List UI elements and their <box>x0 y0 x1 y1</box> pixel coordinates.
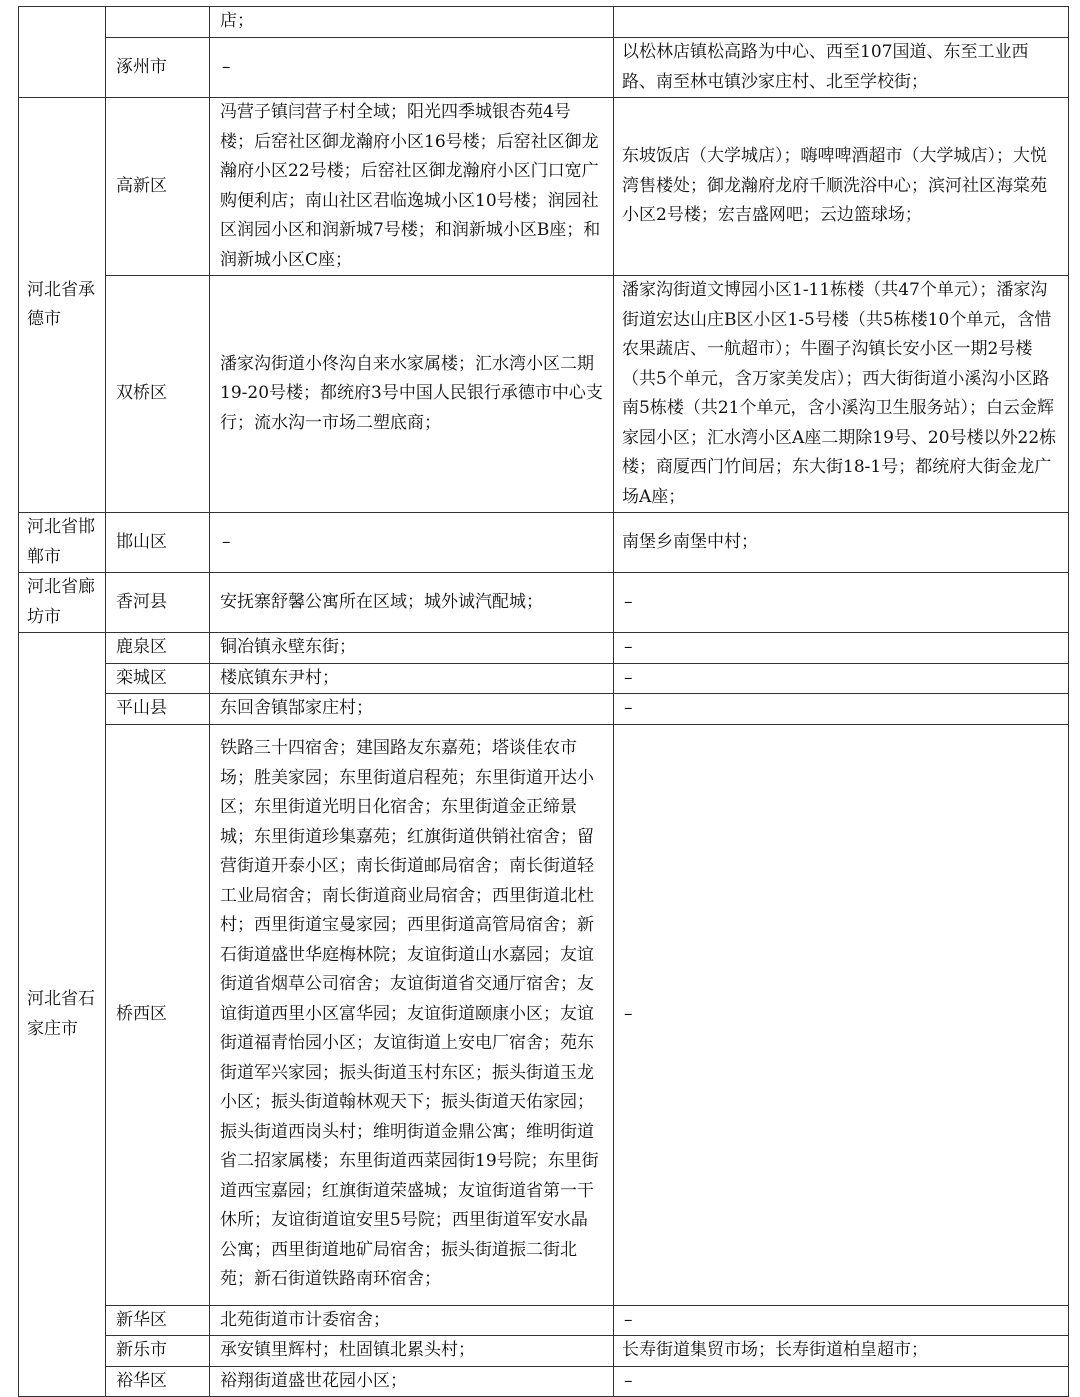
district-cell: 涿州市 <box>106 38 210 98</box>
district-cell: 鹿泉区 <box>106 633 210 664</box>
table-row <box>19 633 1069 664</box>
low-risk-cell <box>614 1305 1069 1336</box>
medium-risk-cell: 铜冶镇永壁东街； <box>210 633 614 664</box>
table-row <box>19 663 1069 694</box>
medium-risk-cell: 东回舍镇郜家庄村； <box>210 694 614 725</box>
low-risk-cell: 长寿街道集贸市场；长寿街道柏皇超市； <box>614 1336 1069 1367</box>
district-cell <box>106 7 210 38</box>
district-cell: 双桥区 <box>106 276 210 513</box>
low-risk-cell: 以松林店镇松高路为中心、西至107国道、东至工业西路、南至林屯镇沙家庄村、北至学校街； <box>614 38 1069 98</box>
table-row <box>19 573 1069 633</box>
empty-dash: – <box>624 591 633 612</box>
empty-dash: – <box>624 667 633 688</box>
table-row <box>19 98 1069 276</box>
medium-risk-cell: 楼底镇东尹村； <box>210 663 614 694</box>
province-cell: 河北省承德市 <box>19 98 106 513</box>
medium-risk-cell: 冯营子镇闫营子村全域；阳光四季城银杏苑4号楼；后窑社区御龙瀚府小区16号楼；后窑社区御龙瀚府小区22号楼；后窑社区御龙瀚府小区门口宽广购便利店；南山社区君临逸城小区10号楼；润园社区润园小区和润新城7号楼；和润新城小区B座；和润新城小区C座； <box>210 98 614 276</box>
low-risk-cell <box>614 1366 1069 1397</box>
district-cell: 桥西区 <box>106 724 210 1305</box>
low-risk-cell: 潘家沟街道文博园小区1-11栋楼（共47个单元）；潘家沟街道宏达山庄B区小区1-5号楼（共5栋楼10个单元，含惜农果蔬店、一航超市）；牛圈子沟镇长安小区一期2号楼（共5个单元，含万家美发店）；西大街街道小溪沟小区路南5栋楼（共21个单元，含小溪沟卫生服务站）；白云金辉家园小区；汇水湾小区A座二期除19号、20号楼以外22栋楼；商厦西门竹间居；东大街18-1号；都统府大街金龙广场A座； <box>614 276 1069 513</box>
empty-dash: – <box>624 1003 633 1024</box>
medium-risk-cell <box>210 513 614 573</box>
empty-dash: – <box>222 531 231 552</box>
empty-dash: – <box>222 56 231 77</box>
medium-risk-cell: 店； <box>210 7 614 38</box>
table-row <box>19 1305 1069 1336</box>
low-risk-cell <box>614 573 1069 633</box>
medium-risk-cell: 北苑街道市计委宿舍； <box>210 1305 614 1336</box>
table-row <box>19 276 1069 513</box>
province-cell: 河北省廊坊市 <box>19 573 106 633</box>
risk-area-table <box>18 6 1069 1397</box>
low-risk-cell: 南堡乡南堡中村； <box>614 513 1069 573</box>
district-cell: 香河县 <box>106 573 210 633</box>
medium-risk-cell <box>210 38 614 98</box>
district-cell: 平山县 <box>106 694 210 725</box>
table-row <box>19 694 1069 725</box>
empty-dash: – <box>624 637 633 657</box>
province-cell: 河北省邯郸市 <box>19 513 106 573</box>
low-risk-cell <box>614 694 1069 725</box>
document-page <box>18 6 1068 1397</box>
district-cell: 新乐市 <box>106 1336 210 1367</box>
empty-dash: – <box>624 698 633 718</box>
province-cell <box>19 7 106 98</box>
district-cell: 新华区 <box>106 1305 210 1336</box>
table-row <box>19 1336 1069 1367</box>
medium-risk-cell: 裕翔街道盛世花园小区； <box>210 1366 614 1397</box>
medium-risk-cell: 铁路三十四宿舍；建国路友东嘉苑；塔谈佳农市场；胜美家园；东里街道启程苑；东里街道开达小区；东里街道光明日化宿舍；东里街道金正缔景城；东里街道珍集嘉苑；红旗街道供销社宿舍；留营街道开泰小区；南长街道邮局宿舍；南长街道轻工业局宿舍；南长街道商业局宿舍；西里街道北杜村；西里街道宝曼家园；西里街道高管局宿舍；新石街道盛世华庭梅林院；友谊街道山水嘉园；友谊街道省烟草公司宿舍；友谊街道省交通厅宿舍；友谊街道西里小区富华园；友谊街道颐康小区；友谊街道福青怡园小区；友谊街道上安电厂宿舍；苑东街道军兴家园；振头街道玉村东区；振头街道玉龙小区；振头街道翰林观天下；振头街道天佑家园；振头街道西岗头村；维明街道金鼎公寓；维明街道省二招家属楼；东里街道西菜园街19号院；东里街道西宝嘉园；红旗街道荣盛城；友谊街道省第一干休所；友谊街道谊安里5号院；西里街道军安水晶公寓；西里街道地矿局宿舍；振头街道振二街北苑；新石街道铁路南环宿舍； <box>210 724 614 1305</box>
medium-risk-cell: 承安镇里辉村；杜固镇北累头村； <box>210 1336 614 1367</box>
table-row <box>19 38 1069 98</box>
table-row <box>19 1366 1069 1397</box>
low-risk-cell <box>614 663 1069 694</box>
table-row <box>19 724 1069 1305</box>
medium-risk-cell: 潘家沟街道小佟沟自来水家属楼；汇水湾小区二期19-20号楼；都统府3号中国人民银行承德市中心支行；流水沟一市场二塑底商； <box>210 276 614 513</box>
table-row <box>19 7 1069 38</box>
province-cell: 河北省石家庄市 <box>19 633 106 1397</box>
empty-dash: – <box>624 1370 633 1391</box>
district-cell: 高新区 <box>106 98 210 276</box>
district-cell: 栾城区 <box>106 663 210 694</box>
district-cell: 裕华区 <box>106 1366 210 1397</box>
table-row <box>19 513 1069 573</box>
medium-risk-cell: 安抚寨舒馨公寓所在区域；城外诚汽配城； <box>210 573 614 633</box>
low-risk-cell <box>614 633 1069 664</box>
low-risk-cell <box>614 7 1069 38</box>
low-risk-cell: 东坡饭店（大学城店）；嗨啤啤酒超市（大学城店）；大悦湾售楼处；御龙瀚府龙府千顺洗浴中心；滨河社区海棠苑小区2号楼；宏吉盛网吧；云边篮球场； <box>614 98 1069 276</box>
empty-dash: – <box>624 1309 633 1330</box>
low-risk-cell <box>614 724 1069 1305</box>
district-cell: 邯山区 <box>106 513 210 573</box>
